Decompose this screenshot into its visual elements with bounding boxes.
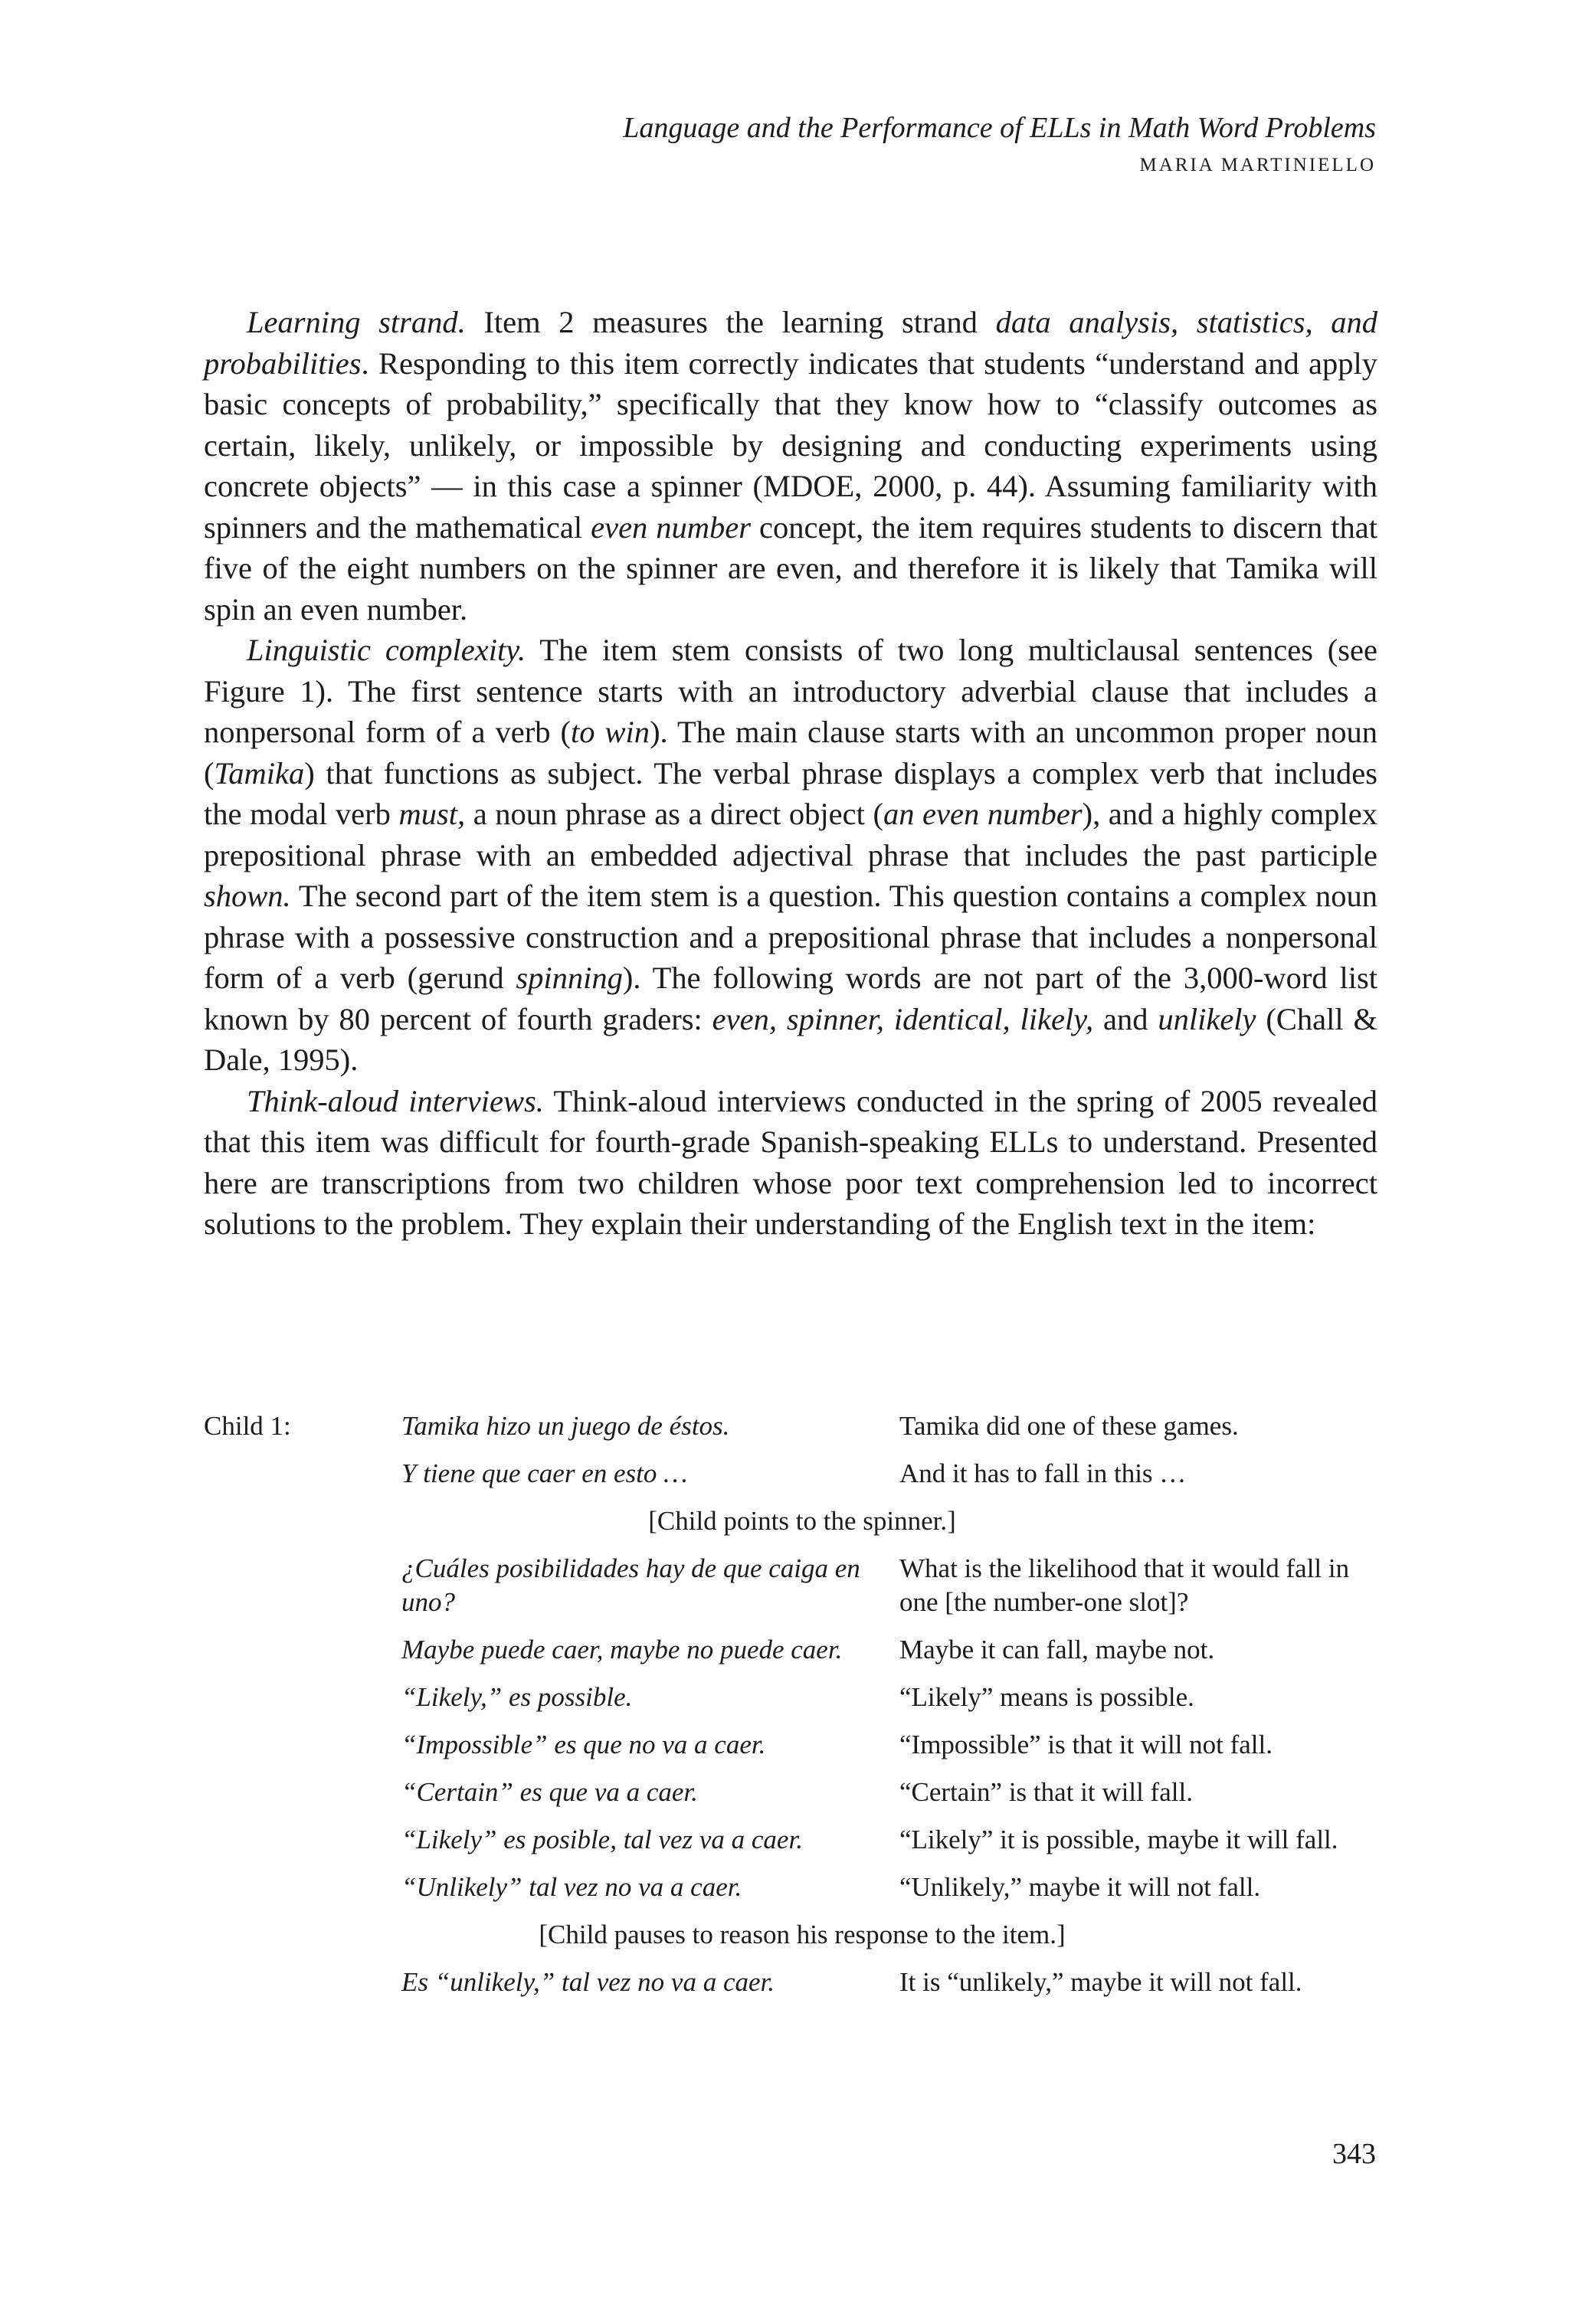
- transcript-speaker: [204, 1728, 401, 1762]
- transcript-english: What is the likelihood that it would fall in one [the number-one slot]?: [899, 1553, 1350, 1617]
- body-paragraph: [204, 630, 1377, 1081]
- italic-term: spinning: [516, 961, 623, 995]
- paragraph-lead-heading: Think-aloud interviews.: [247, 1083, 544, 1118]
- transcript-english: It is “unlikely,” maybe it will not fall.: [899, 1967, 1302, 1997]
- transcript-english: “Certain” is that it will fall.: [899, 1777, 1193, 1807]
- transcript-stage-note: [Child points to the spinner.]: [648, 1506, 956, 1536]
- text-segment: ). The main clause starts with an uncommon proper noun (: [204, 715, 1377, 790]
- body-paragraph: [204, 1081, 1377, 1245]
- transcript-row: [204, 1966, 1377, 1999]
- text-segment: a noun phrase as a direct object (: [465, 797, 883, 831]
- italic-term: unlikely: [1158, 1001, 1256, 1036]
- transcript-spanish: “Impossible” es que no va a caer.: [401, 1730, 766, 1759]
- text-segment: and: [1093, 1001, 1158, 1036]
- transcript-spanish: Es “unlikely,” tal vez no va a caer.: [401, 1967, 775, 1997]
- transcript-speaker: [204, 1966, 401, 1999]
- transcript-row: [204, 1776, 1377, 1809]
- transcript-spanish: Maybe puede caer, maybe no puede caer.: [401, 1635, 843, 1664]
- text-segment: ). The following words are not part of the 3,000-word list known by 80 percent of fourth graders:: [204, 961, 1377, 1036]
- transcript-spanish: Tamika hizo un juego de éstos.: [401, 1411, 730, 1441]
- transcript-english: Maybe it can fall, maybe not.: [899, 1635, 1215, 1664]
- transcript-row: [204, 1728, 1377, 1762]
- transcript-row: [204, 1552, 1377, 1619]
- text-segment: ) that functions as subject. The verbal phrase displays a complex verb that includes the modal verb: [204, 755, 1377, 831]
- italic-term: even number: [591, 509, 752, 545]
- transcript-spanish: “Likely” es posible, tal vez va a caer.: [401, 1825, 803, 1854]
- transcript-speaker: [204, 1457, 401, 1491]
- transcript-english: And it has to fall in this …: [899, 1458, 1187, 1488]
- text-segment: Item 2 measures the learning strand: [465, 305, 996, 339]
- text-segment: (Chall & Dale, 1995).: [204, 1001, 1378, 1077]
- transcript-speaker: [204, 1552, 401, 1619]
- transcript-row: [204, 1871, 1377, 1904]
- transcript-spanish: “Certain” es que va a caer.: [401, 1777, 698, 1807]
- paragraph-lead-heading: Linguistic complexity.: [247, 633, 526, 667]
- transcript-spanish: “Likely,” es possible.: [401, 1682, 633, 1712]
- text-segment: The second part of the item stem is a question. This question contains a complex noun phrase with a possessive construction and a prepositional phrase that includes a nonpersonal form of a verb (gerund: [204, 879, 1377, 995]
- italic-term: shown.: [204, 879, 291, 913]
- text-segment: Think-aloud interviews conducted in the spring of 2005 revealed that this item was difficult for fourth-grade Spanish-speaking ELLs to understand. Presented here are transcriptions from two children whose poor text comprehension led to incorrect solutions to the problem. They explain their understanding of the English text in the item:: [204, 1083, 1377, 1241]
- italic-term: must,: [398, 797, 466, 831]
- paragraph-lead-heading: Learning strand.: [247, 305, 466, 339]
- text-segment: . Responding to this item correctly indicates that students “understand and apply basic concepts of probability,” specifically that they know how to “classify outcomes as certain, likely, unlikely, or impossible by designing and conducting experiments using concrete objects” — in this case a spinner (MDOE, 2000, p. 44). Assuming familiarity with spinners and the mathematical: [204, 345, 1377, 545]
- transcript-speaker: [204, 1633, 401, 1667]
- italic-term: to win: [571, 715, 650, 749]
- interview-transcript: [204, 1409, 1377, 2013]
- transcript-row: [204, 1681, 1377, 1714]
- transcript-spanish: Y tiene que caer en esto …: [401, 1458, 688, 1488]
- transcript-spanish: ¿Cuáles posibilidades hay de que caiga en uno?: [401, 1553, 860, 1617]
- transcript-english: “Unlikely,” maybe it will not fall.: [899, 1872, 1261, 1902]
- transcript-english: Tamika did one of these games.: [899, 1411, 1239, 1441]
- transcript-row: [204, 1633, 1377, 1667]
- transcript-speaker: Child 1:: [204, 1411, 291, 1441]
- text-segment: ), and a highly complex prepositional phrase with an embedded adjectival phrase that includes the past participle: [204, 797, 1378, 872]
- body-paragraph: [204, 302, 1377, 630]
- transcript-row: [204, 1409, 1377, 1443]
- transcript-spanish: “Unlikely” tal vez no va a caer.: [401, 1872, 742, 1902]
- transcript-english: “Likely” it is possible, maybe it will fall.: [899, 1825, 1338, 1854]
- running-head-author: MARIA MARTINIELLO: [1139, 155, 1376, 175]
- running-head: [623, 109, 1376, 181]
- body-text: [204, 302, 1377, 1245]
- text-segment: The item stem consists of two long multiclausal sentences (see Figure 1). The first sentence starts with an introductory adverbial clause that includes a nonpersonal form of a verb (: [204, 633, 1377, 749]
- transcript-speaker: [204, 1823, 401, 1857]
- page-number: 343: [1332, 2138, 1376, 2170]
- text-segment: concept, the item requires students to discern that five of the eight numbers on the spinner are even, and therefore it is likely that Tamika will spin an even number.: [204, 509, 1377, 627]
- transcript-speaker: [204, 1776, 401, 1809]
- transcript-english: “Impossible” is that it will not fall.: [899, 1730, 1273, 1759]
- transcript-speaker: [204, 1681, 401, 1714]
- transcript-row: [204, 1457, 1377, 1491]
- transcript-speaker: [204, 1871, 401, 1904]
- italic-term: Tamika: [214, 755, 305, 790]
- transcript-english: “Likely” means is possible.: [899, 1682, 1194, 1712]
- transcript-stage-note: [Child pauses to reason his response to the item.]: [539, 1920, 1066, 1949]
- transcript-row: [204, 1823, 1377, 1857]
- italic-term: data analysis, statistics, and probabilities: [204, 305, 1377, 381]
- italic-term: an even number: [883, 797, 1083, 831]
- italic-term: even, spinner, identical, likely,: [712, 1001, 1094, 1036]
- running-head-title: Language and the Performance of ELLs in Math Word Problems: [623, 112, 1376, 144]
